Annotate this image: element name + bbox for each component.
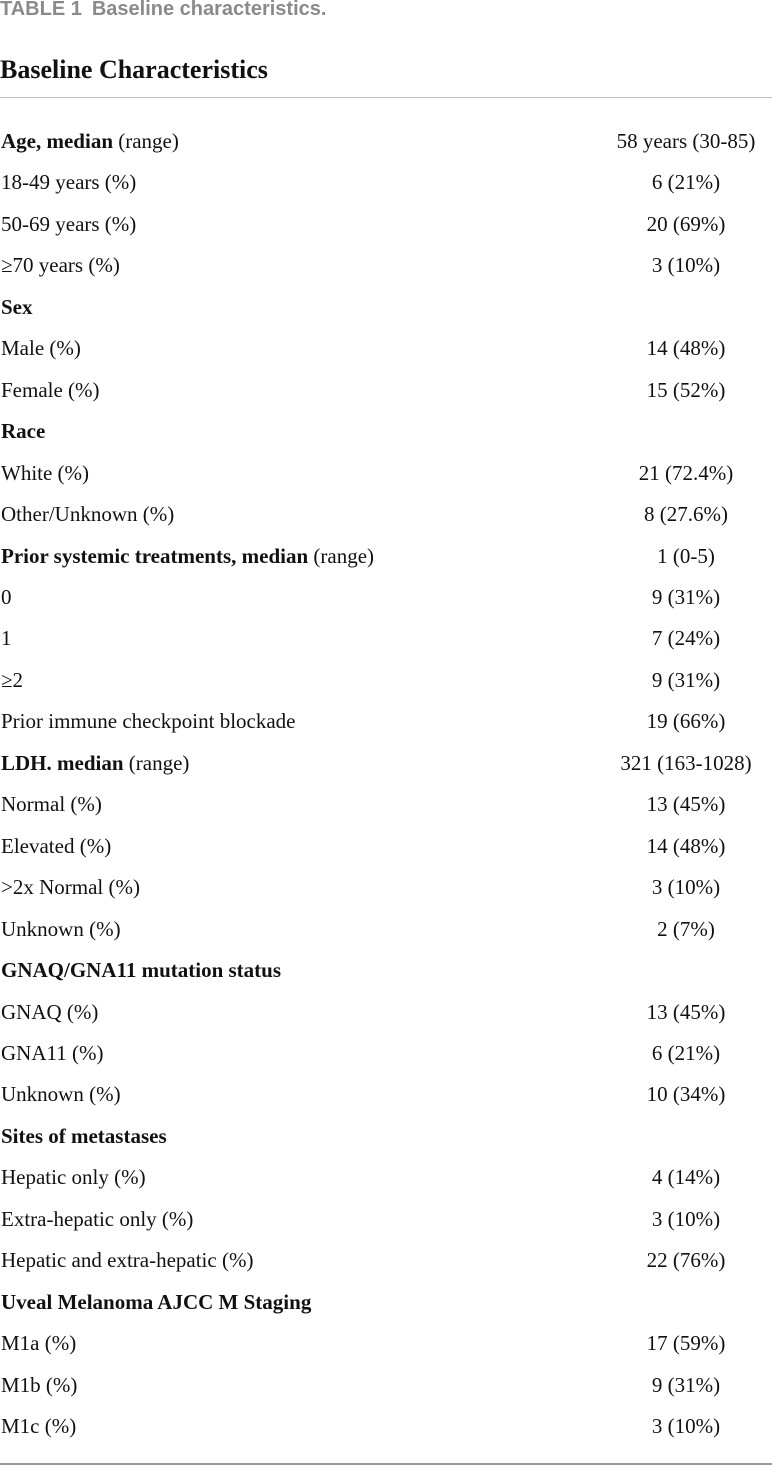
table-row xyxy=(0,1116,772,1157)
table-row xyxy=(0,826,772,867)
row-label-bold: Uveal Melanoma AJCC M Staging xyxy=(1,1289,312,1314)
row-label-text: (range) xyxy=(123,750,190,775)
row-label xyxy=(1,743,189,784)
row-value: 10 (34%) xyxy=(646,1082,726,1107)
table-row xyxy=(0,577,772,618)
row-value: 58 years (30-85) xyxy=(616,129,756,153)
table-row xyxy=(0,121,772,162)
table-row xyxy=(0,743,772,784)
row-value: 8 (27.6%) xyxy=(644,502,728,527)
table-row xyxy=(0,162,772,203)
row-value xyxy=(586,411,772,452)
row-label xyxy=(1,867,140,908)
table-row xyxy=(0,1365,772,1406)
row-label xyxy=(1,162,136,203)
table-caption xyxy=(0,0,326,24)
row-label-text: Other/Unknown (%) xyxy=(1,502,175,527)
table-bottom-rule xyxy=(0,1463,772,1465)
row-label xyxy=(1,1282,311,1323)
table-row xyxy=(0,950,772,991)
table-row xyxy=(0,1406,772,1447)
row-value: 6 (21%) xyxy=(651,170,721,195)
row-label-text: GNAQ (%) xyxy=(1,999,99,1024)
row-label-text: M1b (%) xyxy=(1,1372,78,1397)
row-value: 9 (31%) xyxy=(651,584,721,609)
row-value: 13 (45%) xyxy=(646,999,726,1024)
table-row xyxy=(0,411,772,452)
row-value xyxy=(586,287,772,328)
row-label xyxy=(1,1365,77,1406)
row-label-text: Normal (%) xyxy=(1,792,102,817)
row-label xyxy=(1,701,296,742)
row-label-text: 1 xyxy=(1,626,12,651)
row-label-text: GNA11 (%) xyxy=(1,1040,104,1065)
table-row xyxy=(0,867,772,908)
row-value: 9 (31%) xyxy=(651,1372,721,1397)
row-value: 321 (163-1028) xyxy=(620,750,752,775)
row-value xyxy=(586,950,772,991)
row-label-text: Extra-hepatic only (%) xyxy=(1,1206,194,1231)
row-label xyxy=(1,1406,76,1447)
row-label xyxy=(1,287,33,328)
row-label xyxy=(1,328,81,369)
table-row xyxy=(0,660,772,701)
row-label-text: 18-49 years (%) xyxy=(1,170,137,195)
row-label xyxy=(1,370,100,411)
table-row xyxy=(0,1033,772,1074)
row-label-text: Male (%) xyxy=(1,336,81,361)
row-label-text: ≥2 xyxy=(1,667,24,692)
row-label xyxy=(1,1157,146,1198)
row-value: 14 (48%) xyxy=(646,833,726,858)
table-row xyxy=(0,909,772,950)
table-row xyxy=(0,1074,772,1115)
row-label-bold: GNAQ/GNA11 mutation status xyxy=(1,958,282,983)
row-value: 17 (59%) xyxy=(646,1331,726,1356)
row-label-text: White (%) xyxy=(1,460,90,485)
row-label-text: Unknown (%) xyxy=(1,916,121,941)
table-row xyxy=(0,992,772,1033)
row-label-text: M1c (%) xyxy=(1,1414,77,1439)
row-label-text: Unknown (%) xyxy=(1,1082,121,1107)
row-label xyxy=(1,1323,76,1364)
row-label xyxy=(1,1033,103,1074)
row-label xyxy=(1,204,136,245)
table-row xyxy=(0,370,772,411)
table-caption-text: Baseline characteristics. xyxy=(91,0,327,20)
row-label xyxy=(1,1116,167,1157)
row-label xyxy=(1,1240,253,1281)
row-value: 1 (0-5) xyxy=(657,543,715,568)
table-row xyxy=(0,1199,772,1240)
row-label-bold: Age, median xyxy=(1,129,113,153)
row-label-text: 50-69 years (%) xyxy=(1,211,137,236)
row-label xyxy=(1,536,374,577)
row-value: 19 (66%) xyxy=(646,709,726,734)
row-value: 3 (10%) xyxy=(651,253,721,278)
row-value: 4 (14%) xyxy=(651,1165,721,1190)
table-row xyxy=(0,453,772,494)
row-label xyxy=(1,494,174,535)
row-value: 15 (52%) xyxy=(646,377,726,402)
row-label xyxy=(1,660,23,701)
table-row xyxy=(0,784,772,825)
table-row xyxy=(0,1282,772,1323)
row-label-bold: LDH. median xyxy=(1,750,124,775)
row-label-text: Prior immune checkpoint blockade xyxy=(1,709,296,734)
table-row xyxy=(0,1240,772,1281)
table-row xyxy=(0,204,772,245)
table-top-rule xyxy=(0,97,772,98)
row-value: 13 (45%) xyxy=(646,792,726,817)
row-value: 22 (76%) xyxy=(646,1248,726,1273)
row-label-bold: Sex xyxy=(1,294,33,319)
row-label-text: 0 xyxy=(1,584,12,609)
row-label xyxy=(1,577,12,618)
row-label xyxy=(1,909,121,950)
table-row xyxy=(0,536,772,577)
row-value: 9 (31%) xyxy=(651,667,721,692)
table-row xyxy=(0,1323,772,1364)
row-label-text: Hepatic only (%) xyxy=(1,1165,146,1190)
row-label xyxy=(1,1199,193,1240)
row-value: 3 (10%) xyxy=(651,1206,721,1231)
row-label-text: (range) xyxy=(308,543,375,568)
row-value xyxy=(586,1282,772,1323)
row-label xyxy=(1,992,98,1033)
row-label-text: >2x Normal (%) xyxy=(1,875,140,900)
row-label-text: Female (%) xyxy=(1,377,100,402)
table-row xyxy=(0,245,772,286)
row-value: 3 (10%) xyxy=(651,875,721,900)
row-value: 21 (72.4%) xyxy=(638,460,734,485)
row-label xyxy=(1,1074,121,1115)
row-label xyxy=(1,453,89,494)
table-row xyxy=(0,328,772,369)
table-number: TABLE 1 xyxy=(0,0,82,20)
table-row xyxy=(0,287,772,328)
row-label-text: ≥70 years (%) xyxy=(1,253,120,278)
row-value: 20 (69%) xyxy=(646,211,726,236)
row-value: 7 (24%) xyxy=(651,626,721,651)
row-label-text: Hepatic and extra-hepatic (%) xyxy=(1,1248,254,1273)
row-value: 6 (21%) xyxy=(651,1040,721,1065)
row-label-bold: Race xyxy=(1,419,46,444)
row-label xyxy=(1,618,12,659)
row-label xyxy=(1,950,281,991)
table-row xyxy=(0,1157,772,1198)
row-label-bold: Prior systemic treatments, median xyxy=(1,543,309,568)
row-label xyxy=(1,784,102,825)
row-label xyxy=(1,121,179,162)
row-label-text: Elevated (%) xyxy=(1,833,112,858)
row-label-text: (range) xyxy=(113,129,179,153)
table-body xyxy=(0,121,772,1448)
row-value xyxy=(586,1116,772,1157)
table-row xyxy=(0,494,772,535)
table-row xyxy=(0,618,772,659)
table-heading: Baseline Characteristics xyxy=(0,55,268,84)
row-label xyxy=(1,411,45,452)
row-label-text: M1a (%) xyxy=(1,1331,77,1356)
row-label-bold: Sites of metastases xyxy=(1,1123,167,1148)
row-label xyxy=(1,245,120,286)
row-value: 14 (48%) xyxy=(646,336,726,361)
row-value: 3 (10%) xyxy=(651,1414,721,1439)
row-label xyxy=(1,826,111,867)
row-value: 2 (7%) xyxy=(657,916,715,941)
table-row xyxy=(0,701,772,742)
